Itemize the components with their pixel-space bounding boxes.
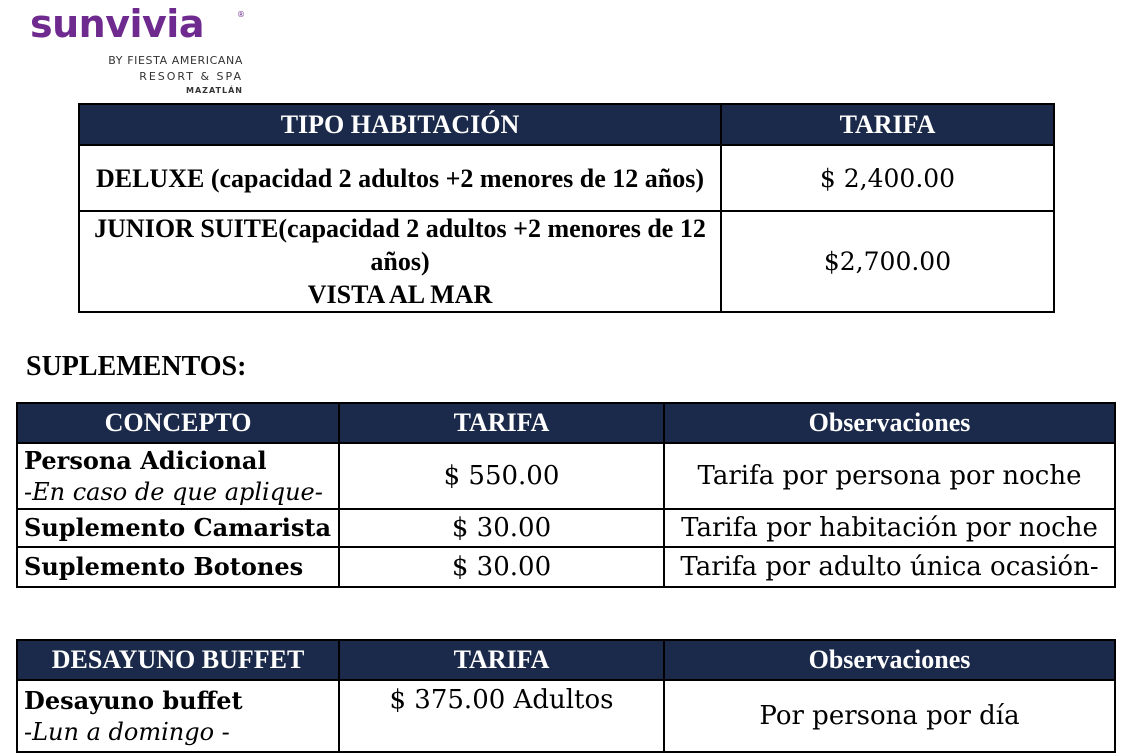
- room-rate-cell: $2,700.00: [721, 211, 1054, 312]
- concept-cell: [17, 509, 339, 547]
- table-row: [79, 211, 1054, 312]
- concept-name: Persona Adicional: [24, 445, 267, 475]
- table-row: [17, 443, 1115, 509]
- observation-cell: Tarifa por adulto única ocasión-: [664, 547, 1115, 587]
- header-room-type: TIPO HABITACIÓN: [79, 104, 721, 145]
- supplements-header-row: [17, 403, 1115, 443]
- room-type-cell: DELUXE (capacidad 2 adultos +2 menores de 12 años): [79, 145, 721, 211]
- header-observations: Observaciones: [664, 640, 1115, 680]
- concept-name: Desayuno buffet: [24, 685, 243, 715]
- room-rates-header-row: [79, 104, 1054, 145]
- supplements-title: SUPLEMENTOS:: [26, 351, 247, 382]
- table-row: [17, 547, 1115, 587]
- concept-name: Suplemento Botones: [24, 552, 304, 581]
- rate-cell: $ 375.00 Adultos: [339, 680, 664, 752]
- concept-note: -Lun a domingo -: [24, 717, 230, 746]
- concept-note: -En caso de que aplique-: [24, 477, 323, 506]
- concept-name: Suplemento Camarista: [24, 513, 332, 542]
- rate-cell: $ 30.00: [339, 509, 664, 547]
- header-rate: TARIFA: [339, 403, 664, 443]
- breakfast-header-row: [17, 640, 1115, 680]
- room-type-note: VISTA AL MAR: [307, 280, 493, 309]
- observation-cell: Tarifa por persona por noche: [664, 443, 1115, 509]
- breakfast-table: [16, 639, 1116, 753]
- room-type-text: JUNIOR SUITE(capacidad 2 adultos +2 menores de 12 años): [94, 214, 706, 276]
- rate-cell: $ 30.00: [339, 547, 664, 587]
- logo-location: MAZATLÁN: [186, 86, 243, 95]
- observation-cell: Por persona por día: [664, 680, 1115, 752]
- table-row: [79, 145, 1054, 211]
- logo-wordmark: sunvivia: [30, 2, 204, 46]
- table-row: [17, 509, 1115, 547]
- room-rates-table: [78, 103, 1055, 313]
- concept-cell: [17, 680, 339, 752]
- header-rate: TARIFA: [721, 104, 1054, 145]
- header-rate: TARIFA: [339, 640, 664, 680]
- header-concept: CONCEPTO: [17, 403, 339, 443]
- brand-logo: [30, 4, 245, 96]
- observation-cell: Tarifa por habitación por noche: [664, 509, 1115, 547]
- header-observations: Observaciones: [664, 403, 1115, 443]
- table-row: [17, 680, 1115, 752]
- room-type-cell: [79, 211, 721, 312]
- logo-tagline: BY FIESTA AMERICANA: [108, 54, 243, 67]
- concept-cell: [17, 443, 339, 509]
- header-breakfast: DESAYUNO BUFFET: [17, 640, 339, 680]
- supplements-table: [16, 402, 1116, 588]
- rate-cell: $ 550.00: [339, 443, 664, 509]
- room-rate-cell: $ 2,400.00: [721, 145, 1054, 211]
- concept-cell: [17, 547, 339, 587]
- logo-registered-mark: ®: [237, 10, 245, 19]
- logo-subtitle: RESORT & SPA: [139, 70, 243, 83]
